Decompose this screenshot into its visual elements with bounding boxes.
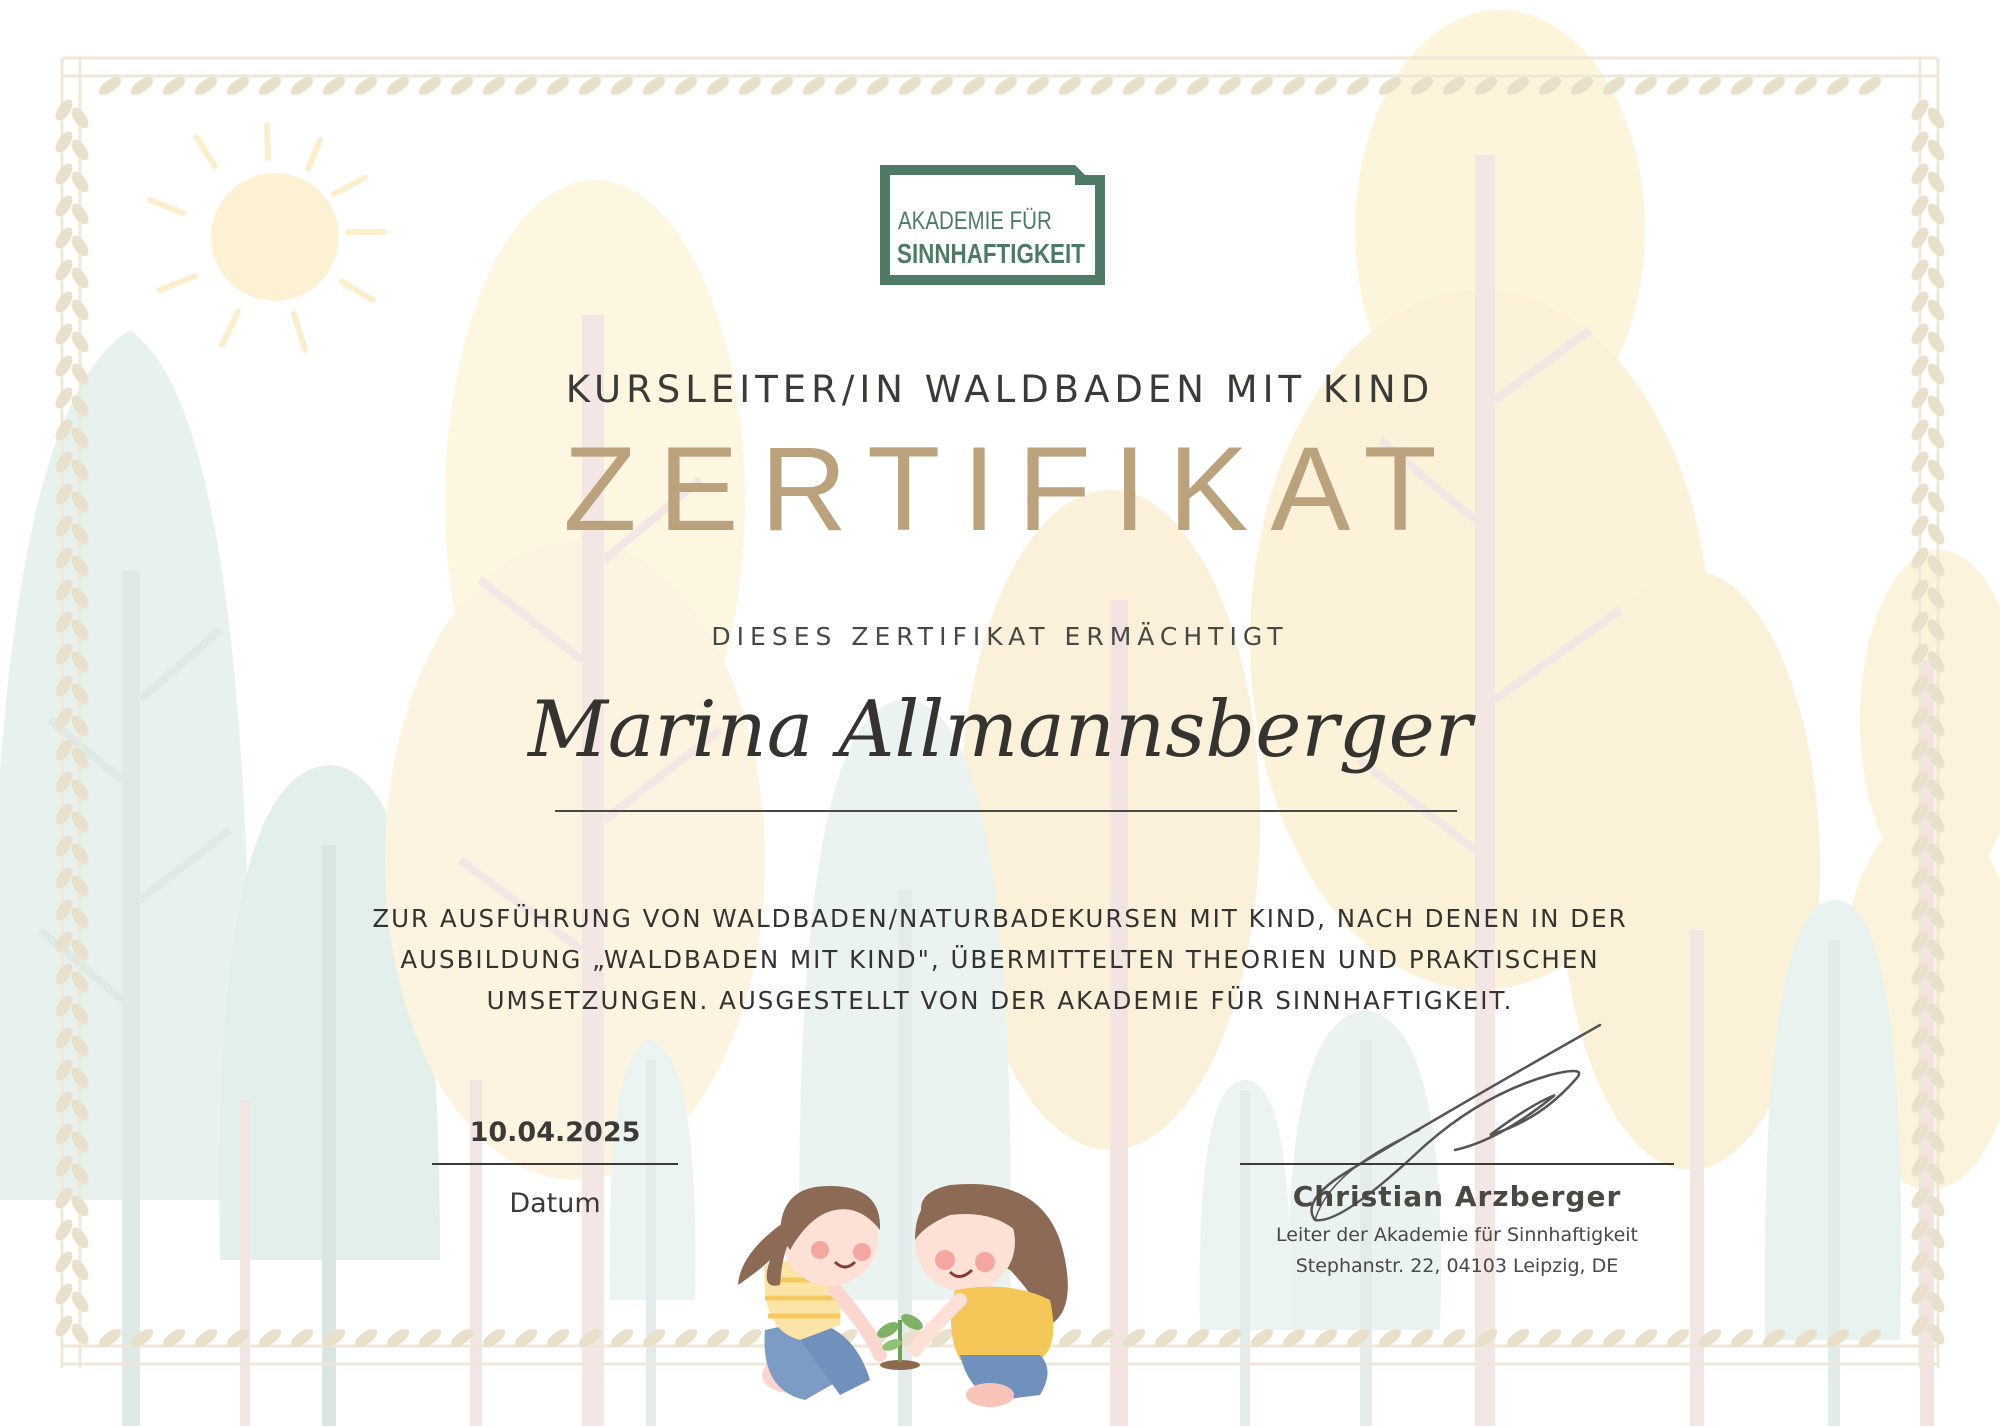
signer-role: Leiter der Akademie für Sinnhaftigkeit <box>1276 1224 1638 1246</box>
signer-name: Christian Arzberger <box>1292 1180 1622 1213</box>
logo-text-line2: SINNHAFTIGKEIT <box>897 238 1085 269</box>
description-line: UMSETZUNGEN. AUSGESTELLT VON DER AKADEMIE FÜR SINNHAFTIGKEIT. <box>486 986 1514 1015</box>
description-line: AUSBILDUNG „WALDBADEN MIT KIND", ÜBERMITTELTEN THEORIEN UND PRAKTISCHEN <box>400 945 1600 974</box>
signature-underline <box>1240 1163 1674 1165</box>
empowers-text: DIESES ZERTIFIKAT ERMÄCHTIGT <box>711 622 1289 651</box>
recipient-name: Marina Allmannsberger <box>527 685 1473 775</box>
course-title: KURSLEITER/IN WALDBADEN MIT KIND <box>565 368 1435 411</box>
certificate-title: ZERTIFIKAT <box>563 422 1459 556</box>
description-line: ZUR AUSFÜHRUNG VON WALDBADEN/NATURBADEKURSEN MIT KIND, NACH DENEN IN DER <box>372 904 1628 933</box>
issue-date: 10.04.2025 <box>469 1117 641 1148</box>
date-label: Datum <box>509 1188 601 1219</box>
logo-text-line1: AKADEMIE FÜR <box>898 207 1052 235</box>
signer-address: Stephanstr. 22, 04103 Leipzig, DE <box>1295 1255 1619 1277</box>
